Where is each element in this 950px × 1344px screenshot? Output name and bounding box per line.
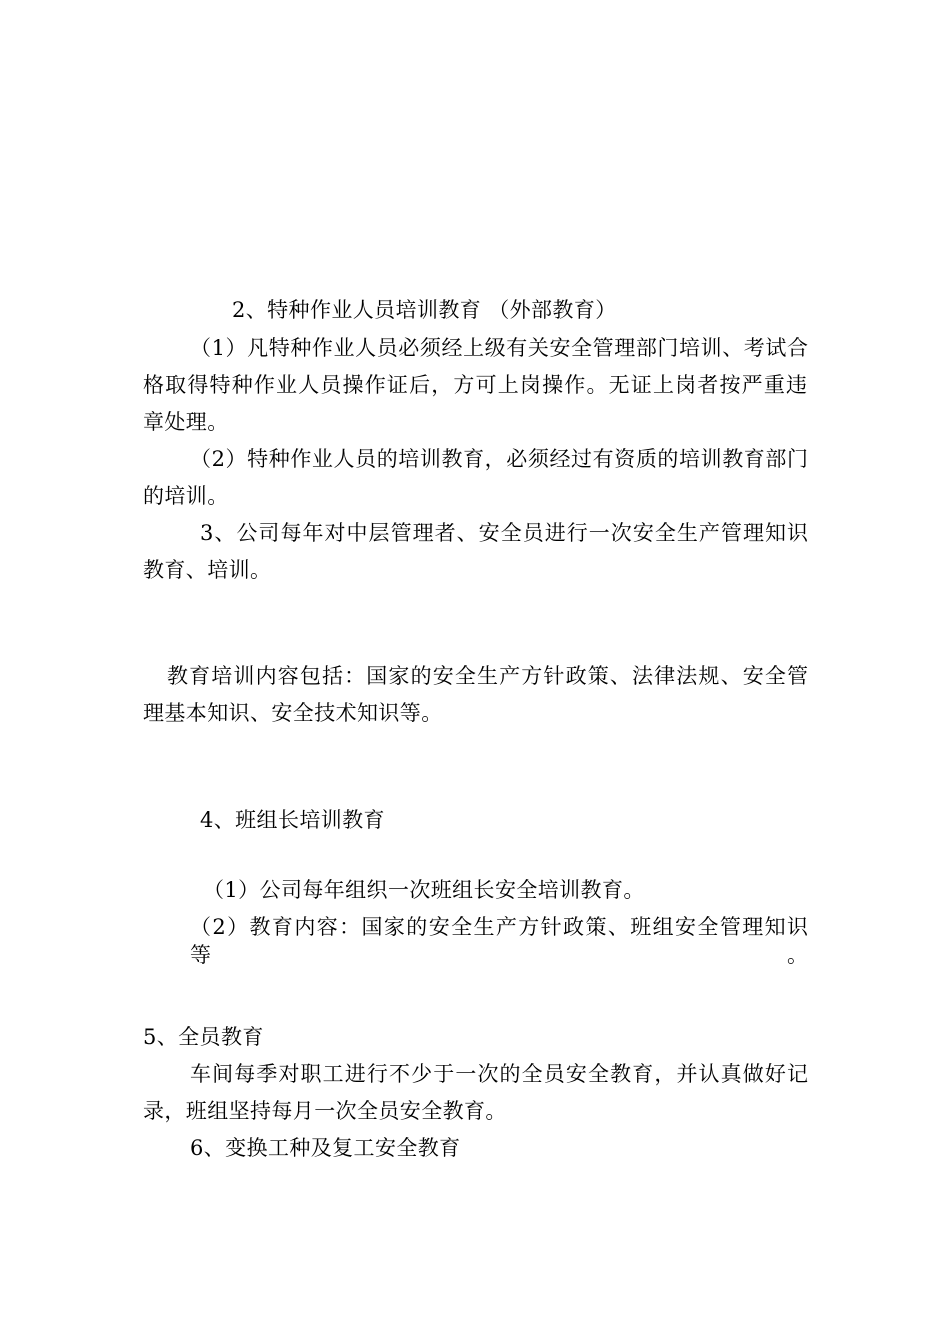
section2-item1-line3: 章处理。 — [143, 410, 229, 434]
section2-item2-line1: （2）特种作业人员的培训教育，必须经过有资质的培训教育部门 — [190, 447, 808, 471]
section2-item1-line2: 格取得特种作业人员操作证后，方可上岗操作。无证上岗者按严重违 — [143, 373, 807, 397]
section5-heading: 5、全员教育 — [143, 1025, 264, 1049]
section3-line2: 教育、培训。 — [143, 558, 272, 582]
section5-line1: 车间每季对职工进行不少于一次的全员安全教育，并认真做好记 — [190, 1062, 808, 1086]
section2-item1-line1: （1）凡特种作业人员必须经上级有关安全管理部门培训、考试合 — [190, 336, 808, 360]
section4-item1: （1）公司每年组织一次班组长安全培训教育。 — [203, 878, 645, 902]
section5-line2: 录，班组坚持每月一次全员安全教育。 — [143, 1099, 507, 1123]
section2-heading: 2、特种作业人员培训教育 （外部教育） — [232, 298, 617, 322]
section6-heading: 6、变换工种及复工安全教育 — [190, 1136, 461, 1160]
section3-content-line1: 教育培训内容包括：国家的安全生产方针政策、法律法规、安全管 — [167, 664, 808, 688]
section2-item2-line2: 的培训。 — [143, 484, 229, 508]
section3-line1: 3、公司每年对中层管理者、安全员进行一次安全生产管理知识 — [200, 521, 808, 545]
section4-item2: （2）教育内容：国家的安全生产方针政策、班组安全管理知识等。 — [190, 915, 808, 967]
section3-content-line2: 理基本知识、安全技术知识等。 — [143, 701, 443, 725]
section4-heading: 4、班组长培训教育 — [200, 808, 385, 832]
